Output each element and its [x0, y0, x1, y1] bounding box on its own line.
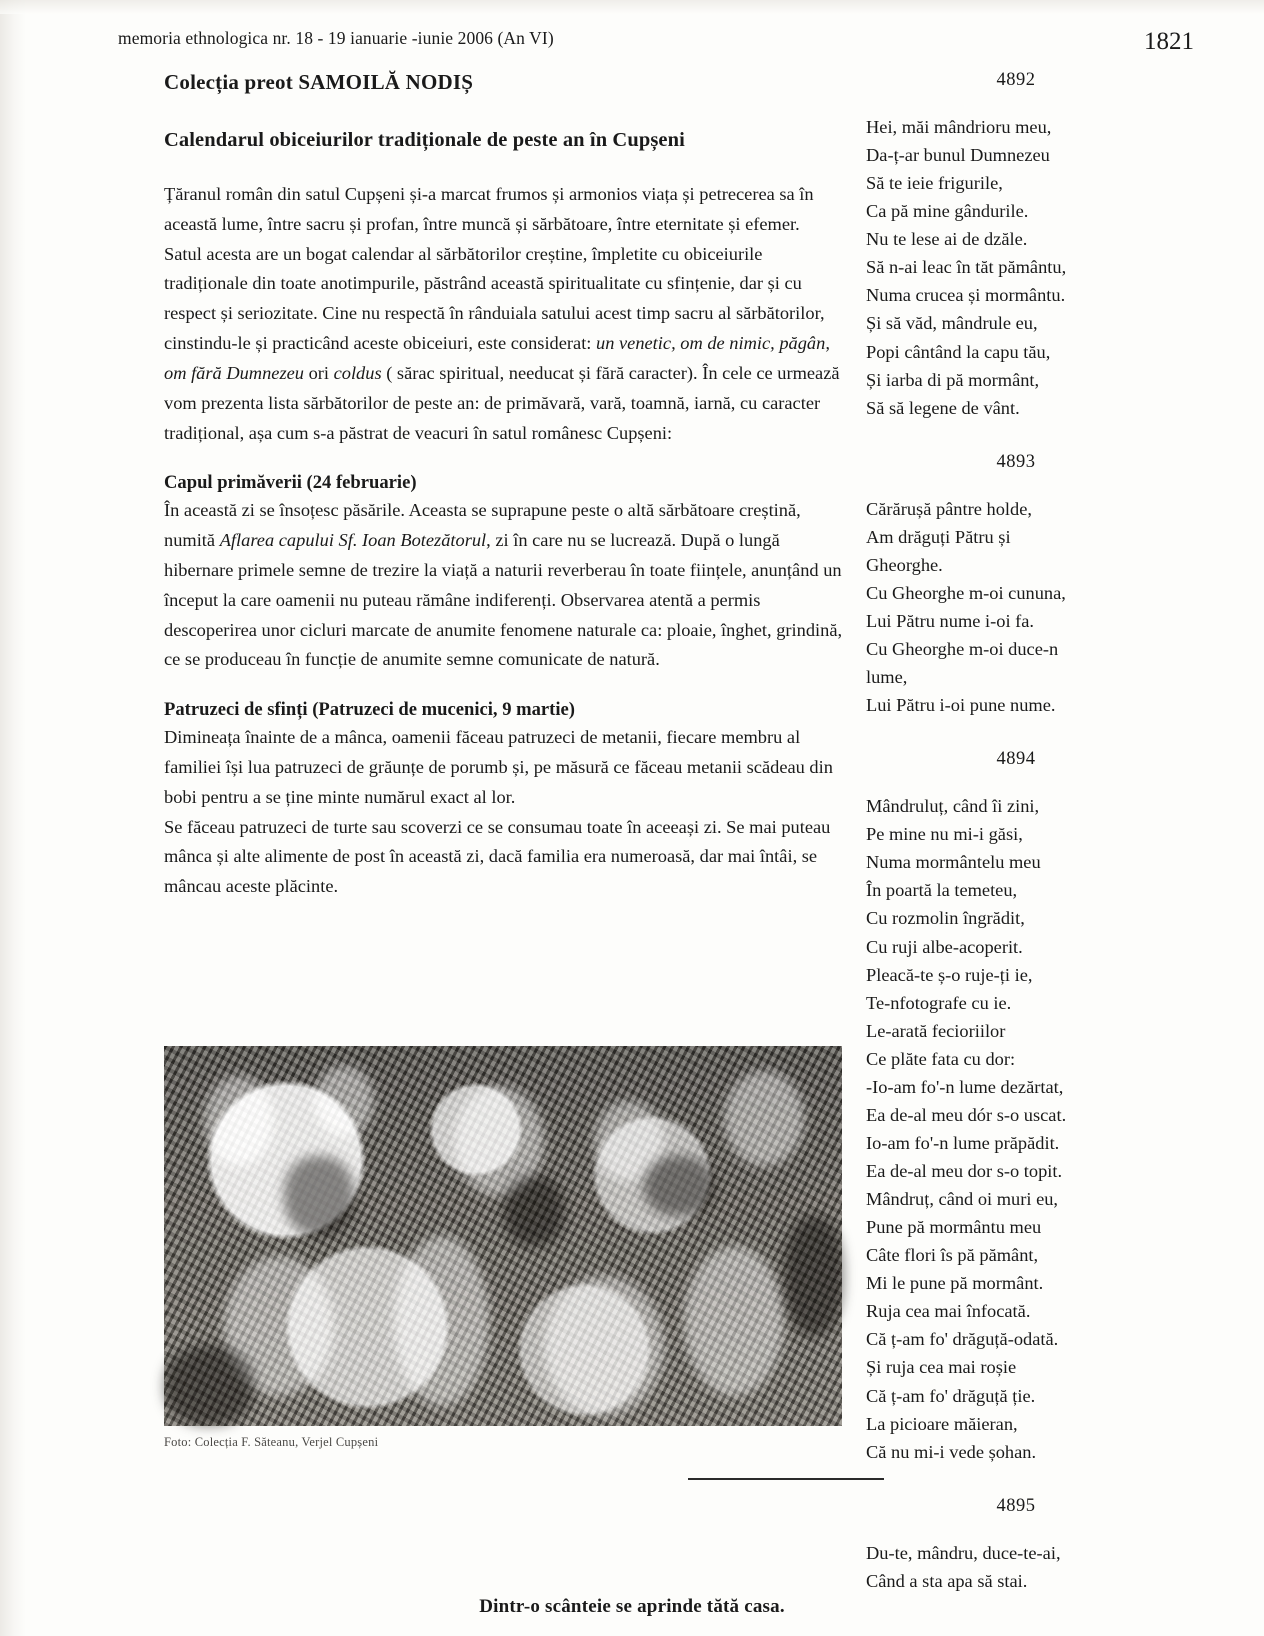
poem-line: Să n-ai leac în tăt pământu,	[866, 257, 1067, 278]
photo-traditional-costumes	[164, 1046, 842, 1426]
intro-p2-italic-2: coldus	[333, 362, 382, 383]
poem-line: Ruja cea mai înfocată.	[866, 1301, 1031, 1322]
poem-number: 4894	[996, 749, 1036, 770]
collection-title: Colecția preot SAMOILĂ NODIȘ	[164, 70, 474, 94]
poem-line: Cu Gheorghe m-oi cununa,	[866, 582, 1066, 603]
intro-p2-italic-1: un venetic, om de nimic, păgân, om fără Dumnezeu	[164, 333, 830, 383]
poem-line: lume,	[866, 667, 908, 688]
poem-line: Cu Gheorghe m-oi duce-n	[866, 639, 1059, 659]
article-title: Calendarul obiceiurilor tradiționale de peste an în Cupșeni	[164, 129, 685, 151]
poem-line: Și iarba di pă mormânt,	[866, 369, 1040, 390]
figure-caption: Foto: Colecția F. Săteanu, Verjel Cupșeni	[164, 1435, 379, 1449]
scan-edge-top	[0, 0, 1264, 14]
poem-line: -Io-am fo'-n lume dezărtat,	[866, 1076, 1064, 1097]
poem-line: Popi cântând la capu tău,	[866, 341, 1051, 362]
footer-proverb: Dintr-o scânteie se aprinde tătă casa.	[479, 1596, 785, 1617]
poem-line: Gheorghe.	[866, 554, 943, 575]
poem-line: Ea de-al meu dor s-o topit.	[866, 1161, 1063, 1181]
poem-line: Pune pă mormântu meu	[866, 1217, 1042, 1238]
poem-line: Te-nfotografe cu ie.	[866, 992, 1012, 1013]
poem-line: Când a sta apa să stai.	[866, 1570, 1028, 1591]
poem-line: Că nu mi-i vede șohan.	[866, 1441, 1037, 1462]
poem-line: Că ț-am fo' drăguță-odată.	[866, 1329, 1059, 1350]
page-header	[118, 28, 1194, 56]
section-1-text-b: , zi în care nu se lucrează. După o lungă hibernare primele semne de trezire la viață a naturii reverberau în toate ființele, anunțând un început la care oamenii nu puteau rămâne indiferenți. Observarea atentă a permis descoperirea unor cicluri marcate de anumite fenomene naturale ca: ploaie, înghet, grindină, ce se produceau în funcție de anumite semne comunicate de natură.	[164, 530, 843, 670]
poem-number: 4893	[996, 451, 1036, 472]
poem-line: Ce plăte fata cu dor:	[866, 1048, 1016, 1069]
poem-line: Pe mine nu mi-i găsi,	[866, 824, 1023, 845]
poem-line: Mândruluț, când îi zini,	[866, 796, 1040, 817]
section-1-paragraph	[164, 496, 844, 675]
poem-line: Am drăguți Pătru și	[866, 526, 1011, 547]
poem-line: Cărărușă pântre holde,	[866, 498, 1032, 519]
poem-line: Să te ieie frigurile,	[866, 173, 1003, 194]
poem-lines	[866, 792, 1166, 1466]
poem-line: Că ț-am fo' drăguță ție.	[866, 1385, 1036, 1406]
poem-line: Lui Pătru nume i-oi fa.	[866, 610, 1035, 631]
intro-p2-text-b: ori	[303, 362, 334, 383]
poem-line: Io-am fo'-n lume prăpădit.	[866, 1132, 1060, 1153]
poem-line: Numa mormântelu meu	[866, 852, 1041, 873]
poem-number: 4892	[996, 70, 1036, 90]
section-head-patruzeci-de-sfinti: Patruzeci de sfinți (Patruzeci de mucenici, 9 martie)	[164, 699, 575, 721]
intro-paragraph-2	[164, 240, 844, 449]
poem-line: Le-arată fecioriilor	[866, 1020, 1006, 1041]
running-head: memoria ethnologica nr. 18 - 19 ianuarie -iunie 2006 (An VI)	[118, 28, 554, 48]
poem-line: Mi le pune pă mormânt.	[866, 1273, 1044, 1294]
section-2-paragraph-1: Dimineața înainte de a mânca, oamenii făceau patruzeci de metanii, fiecare membru al familiei își lua patruzeci de grăunțe de porumb și, pe măsură ce făceau metanii scădeau din bobi pentru a se ține minte numărul exact al lor.	[164, 727, 833, 807]
intro-p2-text-c: ( sărac spiritual, needucat și fără caracter). În cele ce urmează vom prezenta lista sărbătorilor de peste an: de primăvară, vară, toamnă, iarnă, cu caracter tradițional, așa cum s-a păstrat de veacuri în satul românesc Cupșeni:	[164, 362, 840, 443]
poem-line: În poartă la temeteu,	[866, 880, 1018, 901]
poem-line: Și ruja cea mai roșie	[866, 1357, 1017, 1378]
section-1-text-a: În această zi se însoțesc păsările. Aceasta se suprapune peste o altă sărbătoare creștină, numită	[164, 500, 801, 551]
poem-line: La picioare măieran,	[866, 1413, 1018, 1434]
poem-line: Și să văd, mândrule eu,	[866, 313, 1038, 334]
intro-paragraph-1: Țăranul român din satul Cupșeni și-a marcat frumos și armonios viața și petrecerea sa în această lume, între sacru și profan, între muncă și sărbătoare, între eternitate și efemer.	[164, 184, 814, 234]
poem-lines	[866, 1539, 1166, 1595]
scan-edge-left	[0, 0, 26, 1636]
poem-lines	[866, 113, 1166, 422]
section-head-capul-primaverii: Capul primăverii (24 februarie)	[164, 472, 417, 494]
poem-line: Da-ț-ar bunul Dumnezeu	[866, 145, 1050, 166]
poem-line: Hei, măi mândrioru meu,	[866, 117, 1052, 137]
poem-line: Cu rozmolin îngrădit,	[866, 908, 1025, 929]
poem-lines	[866, 495, 1166, 720]
section-1-italic: Aflarea capului Sf. Ioan Botezătorul	[219, 530, 487, 551]
poem-number: 4895	[996, 1495, 1036, 1516]
poem-line: Să să legene de vânt.	[866, 397, 1020, 418]
poem-line: Cu ruji albe-acoperit.	[866, 936, 1023, 957]
intro-p2-text-a: Satul acesta are un bogat calendar al sărbătorilor creștine, împletite cu obiceiurile tradiționale din toate anotimpurile, păstrând această spiritualitate cu sfințenie, dar și cu respect și seriozitate. Cine nu respectă în rânduiala satului acest timp sacru al sărbătorilor, cinstindu-le și practicând aceste obiceiuri, este considerat:	[164, 243, 825, 354]
figure	[164, 1046, 842, 1450]
poem-line: Ea de-al meu dór s-o uscat.	[866, 1104, 1067, 1125]
poem-line: Câte flori îs pă pământ,	[866, 1245, 1039, 1266]
poem-line: Lui Pătru i-oi pune nume.	[866, 695, 1056, 716]
poem-line: Numa crucea și mormântu.	[866, 285, 1066, 306]
right-column	[866, 70, 1166, 1625]
left-column	[164, 70, 844, 902]
poem-line: Pleacă-te ș-o ruje-ți ie,	[866, 964, 1033, 985]
page-number: 1821	[1144, 28, 1194, 55]
poem-line: Du-te, mândru, duce-te-ai,	[866, 1542, 1061, 1563]
poem-line: Mândruț, când oi muri eu,	[866, 1189, 1059, 1210]
poem-line: Nu te lese ai de dzăle.	[866, 229, 1028, 250]
section-2-paragraph-2: Se făceau patruzeci de turte sau scoverzi ce se consumau toate în aceeași zi. Se mai puteau mânca și alte alimente de post în această zi, dacă familia era numeroasă, dar mai întâi, se mâncau aceste plăcinte.	[164, 816, 831, 897]
horizontal-rule	[688, 1478, 884, 1480]
poem-line: Ca pă mine gândurile.	[866, 201, 1029, 222]
